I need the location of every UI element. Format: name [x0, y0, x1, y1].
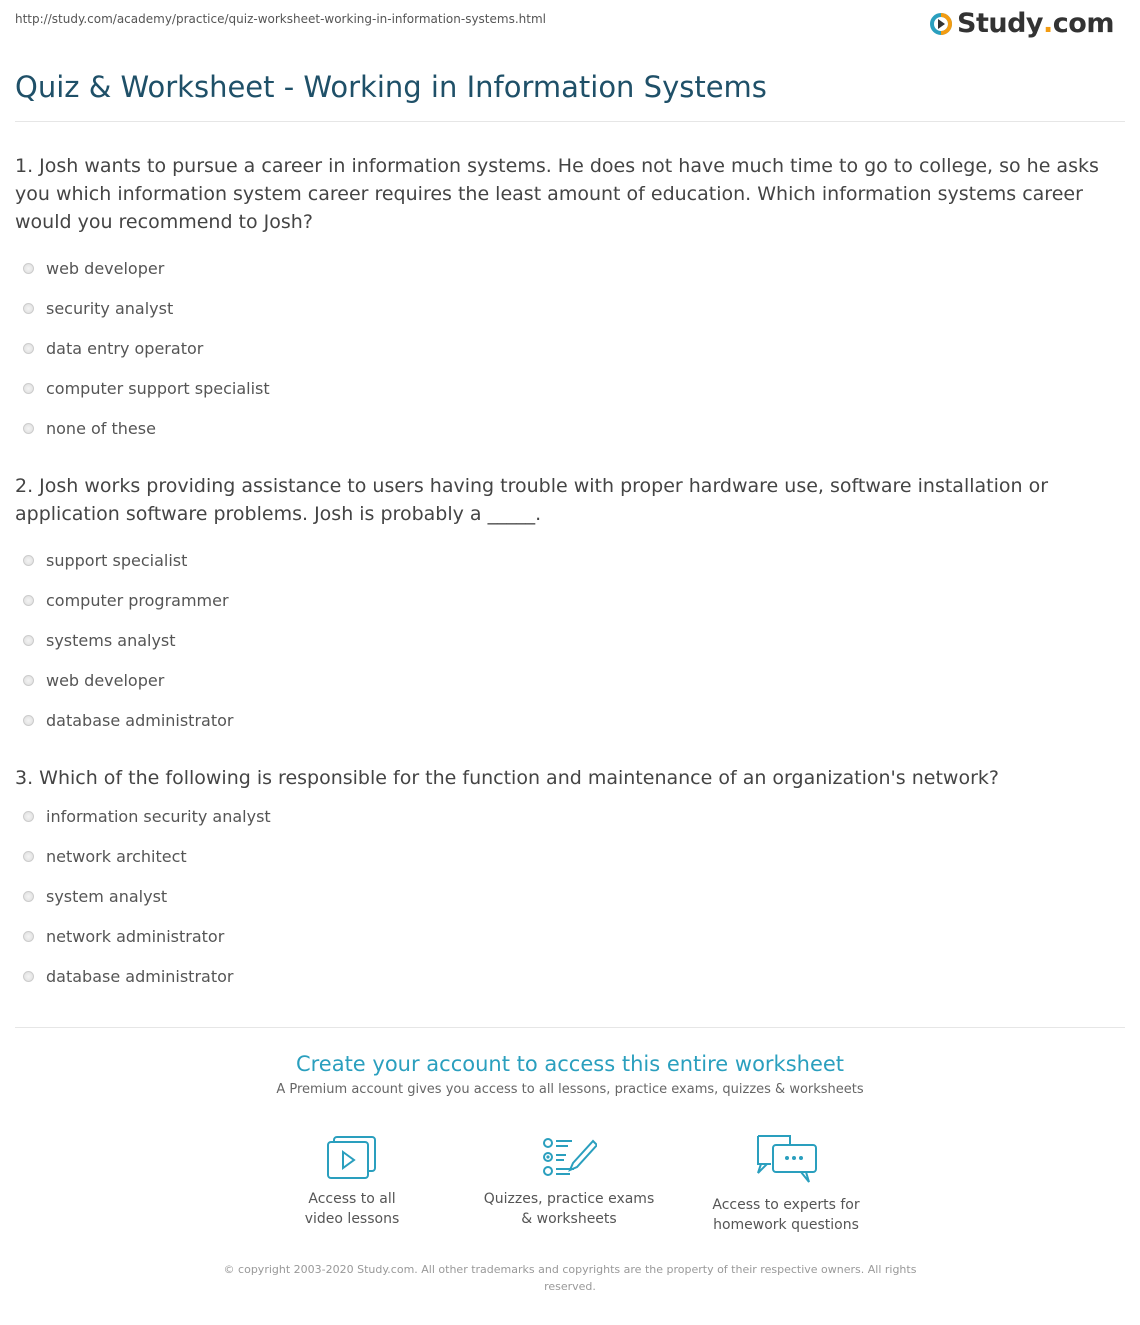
page-url: http://study.com/academy/practice/quiz-worksheet-working-in-information-systems.html: [15, 12, 546, 26]
play-logo-icon: [929, 12, 953, 36]
answer-option[interactable]: [15, 836, 1127, 876]
answer-option[interactable]: [15, 248, 1127, 288]
feature-text: video lessons: [304, 1211, 400, 1227]
answer-label: computer programmer: [46, 590, 229, 610]
answer-label: network architect: [46, 846, 187, 866]
answer-label: database administrator: [46, 710, 234, 730]
question-1: [15, 152, 1127, 448]
logo-tld: com: [1052, 8, 1114, 39]
answer-label: systems analyst: [46, 630, 176, 650]
answer-option[interactable]: [15, 796, 1127, 836]
divider: [15, 121, 1125, 122]
radio-icon[interactable]: [23, 263, 34, 274]
answer-option[interactable]: [15, 700, 1127, 740]
logo-dot: .: [1043, 8, 1053, 39]
radio-icon[interactable]: [23, 595, 34, 606]
answer-label: network administrator: [46, 926, 225, 946]
answer-option[interactable]: [15, 288, 1127, 328]
radio-icon[interactable]: [23, 635, 34, 646]
feature-text: Quizzes, practice exams: [483, 1191, 655, 1207]
divider: [15, 1027, 1125, 1028]
answer-label: support specialist: [46, 550, 188, 570]
cta-section: [0, 1052, 1140, 1097]
radio-icon[interactable]: [23, 423, 34, 434]
answer-label: none of these: [46, 418, 156, 438]
radio-icon[interactable]: [23, 851, 34, 862]
question-text: 2. Josh works providing assistance to users having trouble with proper hardware use, software installation or application software problems. Josh is probably a _____.: [15, 475, 1049, 525]
radio-icon[interactable]: [23, 675, 34, 686]
logo-name: Study: [957, 8, 1044, 39]
feature-text: Access to all: [308, 1191, 396, 1207]
answer-label: web developer: [46, 258, 165, 278]
answer-option[interactable]: [15, 916, 1127, 956]
study-logo[interactable]: [929, 8, 1114, 39]
answer-label: data entry operator: [46, 338, 204, 358]
answer-option[interactable]: [15, 956, 1127, 996]
feature-text: homework questions: [713, 1217, 859, 1233]
feature-quizzes: [469, 1135, 669, 1229]
radio-icon[interactable]: [23, 811, 34, 822]
cta-heading[interactable]: Create your account to access this entire worksheet: [295, 1052, 845, 1076]
feature-text: & worksheets: [521, 1211, 617, 1227]
radio-icon[interactable]: [23, 303, 34, 314]
answer-label: database administrator: [46, 966, 234, 986]
answer-option[interactable]: [15, 580, 1127, 620]
answer-option[interactable]: [15, 408, 1127, 448]
radio-icon[interactable]: [23, 971, 34, 982]
radio-icon[interactable]: [23, 555, 34, 566]
radio-icon[interactable]: [23, 715, 34, 726]
video-icon: [327, 1135, 377, 1179]
answer-label: web developer: [46, 670, 165, 690]
question-text: 1. Josh wants to pursue a career in information systems. He does not have much time to go to college, so he asks you which information system career requires the least amount of education. Which information systems career would you recommend to Josh?: [15, 155, 1099, 233]
radio-icon[interactable]: [23, 891, 34, 902]
answer-label: security analyst: [46, 298, 174, 318]
answer-option[interactable]: [15, 876, 1127, 916]
radio-icon[interactable]: [23, 383, 34, 394]
feature-video-lessons: [252, 1135, 452, 1229]
radio-icon[interactable]: [23, 343, 34, 354]
answer-option[interactable]: [15, 540, 1127, 580]
feature-experts: [686, 1135, 886, 1235]
answer-option[interactable]: [15, 368, 1127, 408]
feature-text: Access to experts for: [712, 1197, 860, 1213]
question-3: [15, 764, 1127, 996]
question-text: 3. Which of the following is responsible for the function and maintenance of an organization's network?: [15, 767, 999, 789]
answer-label: information security analyst: [46, 806, 271, 826]
answer-label: computer support specialist: [46, 378, 270, 398]
copyright-footer: © copyright 2003-2020 Study.com. All other trademarks and copyrights are the property of their respective owners. All rights reserved.: [223, 1263, 917, 1293]
quiz-checklist-icon: [541, 1135, 597, 1179]
radio-icon[interactable]: [23, 931, 34, 942]
question-2: [15, 472, 1127, 740]
chat-bubbles-icon: [754, 1135, 818, 1185]
answer-label: system analyst: [46, 886, 168, 906]
cta-subtext: A Premium account gives you access to all lessons, practice exams, quizzes & worksheets: [276, 1082, 864, 1097]
answer-option[interactable]: [15, 660, 1127, 700]
answer-option[interactable]: [15, 328, 1127, 368]
page-title: Quiz & Worksheet - Working in Information Systems: [15, 70, 767, 104]
answer-option[interactable]: [15, 620, 1127, 660]
